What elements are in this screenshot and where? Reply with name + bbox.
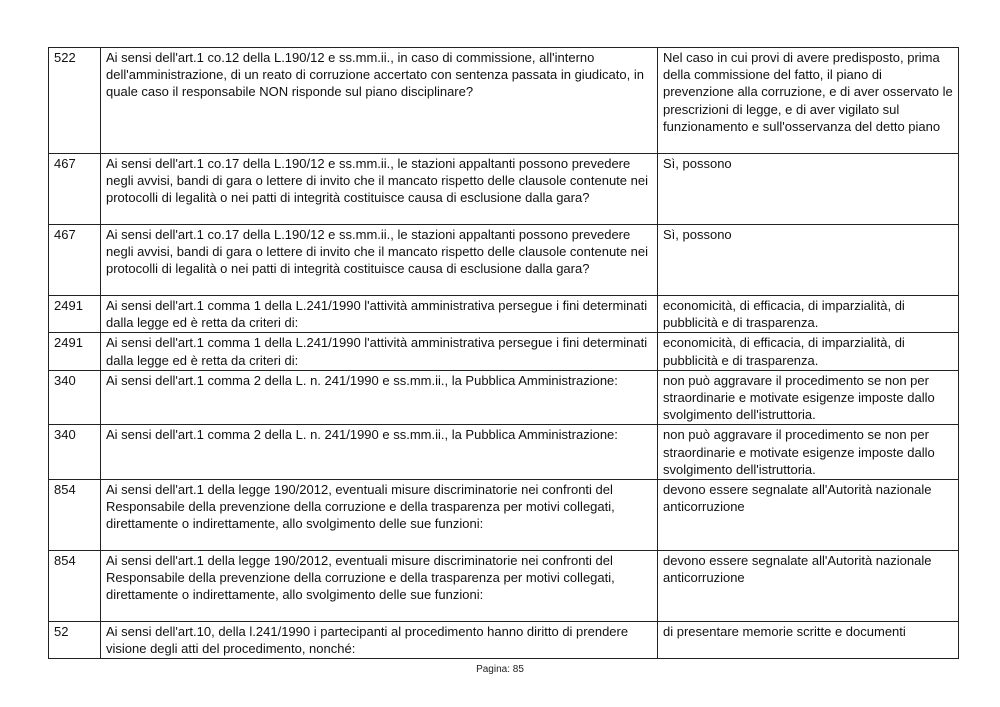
question-id: 340 (49, 425, 101, 480)
question-id: 2491 (49, 333, 101, 370)
question-text: Ai sensi dell'art.1 comma 1 della L.241/1990 l'attività amministrativa persegue i fini determinati dalla legge ed è retta da criteri di: (101, 333, 658, 370)
question-text: Ai sensi dell'art.1 comma 2 della L. n. 241/1990 e ss.mm.ii., la Pubblica Amministrazione: (101, 370, 658, 425)
table-row (49, 48, 959, 154)
answer-text: economicità, di efficacia, di imparzialità, di pubblicità e di trasparenza. (658, 296, 959, 333)
table-row (49, 154, 959, 225)
answer-text: economicità, di efficacia, di imparzialità, di pubblicità e di trasparenza. (658, 333, 959, 370)
question-id: 854 (49, 480, 101, 551)
question-id: 854 (49, 551, 101, 622)
answer-text: non può aggravare il procedimento se non per straordinarie e motivate esigenze imposte dallo svolgimento dell'istruttoria. (658, 370, 959, 425)
question-text: Ai sensi dell'art.1 co.17 della L.190/12 e ss.mm.ii., le stazioni appaltanti possono prevedere negli avvisi, bandi di gara o lettere di invito che il mancato rispetto delle clausole contenute nei protocolli di legalità o nei patti di integrità costituisce causa di esclusione dalla gara? (101, 154, 658, 225)
question-text: Ai sensi dell'art.1 della legge 190/2012, eventuali misure discriminatorie nei confronti del Responsabile della prevenzione della corruzione e della trasparenza per motivi collegati, direttamente o indirettamente, allo svolgimento delle sue funzioni: (101, 551, 658, 622)
answer-text: Sì, possono (658, 225, 959, 296)
question-text: Ai sensi dell'art.1 comma 1 della L.241/1990 l'attività amministrativa persegue i fini determinati dalla legge ed è retta da criteri di: (101, 296, 658, 333)
table-row (49, 333, 959, 370)
question-id: 467 (49, 154, 101, 225)
question-id: 2491 (49, 296, 101, 333)
answer-text: Nel caso in cui provi di avere predisposto, prima della commissione del fatto, il piano di prevenzione alla corruzione, e di aver osservato le prescrizioni di legge, e di aver vigilato sul funzionamento e sull'osservanza del detto piano (658, 48, 959, 154)
question-text: Ai sensi dell'art.1 co.17 della L.190/12 e ss.mm.ii., le stazioni appaltanti possono prevedere negli avvisi, bandi di gara o lettere di invito che il mancato rispetto delle clausole contenute nei protocolli di legalità o nei patti di integrità costituisce causa di esclusione dalla gara? (101, 225, 658, 296)
table-row (49, 296, 959, 333)
answer-text: devono essere segnalate all'Autorità nazionale anticorruzione (658, 551, 959, 622)
question-id: 522 (49, 48, 101, 154)
table-row (49, 480, 959, 551)
table-row (49, 425, 959, 480)
question-id: 467 (49, 225, 101, 296)
question-text: Ai sensi dell'art.1 co.12 della L.190/12 e ss.mm.ii., in caso di commissione, all'interno dell'amministrazione, di un reato di corruzione accertato con sentenza passata in giudicato, in quale caso il responsabile NON risponde sul piano disciplinare? (101, 48, 658, 154)
page-number: Pagina: 85 (476, 664, 524, 675)
table-row (49, 225, 959, 296)
table-row (49, 370, 959, 425)
question-text: Ai sensi dell'art.1 comma 2 della L. n. 241/1990 e ss.mm.ii., la Pubblica Amministrazione: (101, 425, 658, 480)
questions-table (48, 47, 959, 659)
question-id: 340 (49, 370, 101, 425)
question-text: Ai sensi dell'art.10, della l.241/1990 i partecipanti al procedimento hanno diritto di prendere visione degli atti del procedimento, nonché: (101, 622, 658, 659)
question-text: Ai sensi dell'art.1 della legge 190/2012, eventuali misure discriminatorie nei confronti del Responsabile della prevenzione della corruzione e della trasparenza per motivi collegati, direttamente o indirettamente, allo svolgimento delle sue funzioni: (101, 480, 658, 551)
table-row (49, 622, 959, 659)
question-id: 52 (49, 622, 101, 659)
answer-text: non può aggravare il procedimento se non per straordinarie e motivate esigenze imposte dallo svolgimento dell'istruttoria. (658, 425, 959, 480)
answer-text: di presentare memorie scritte e documenti (658, 622, 959, 659)
answer-text: Sì, possono (658, 154, 959, 225)
answer-text: devono essere segnalate all'Autorità nazionale anticorruzione (658, 480, 959, 551)
table-row (49, 551, 959, 622)
